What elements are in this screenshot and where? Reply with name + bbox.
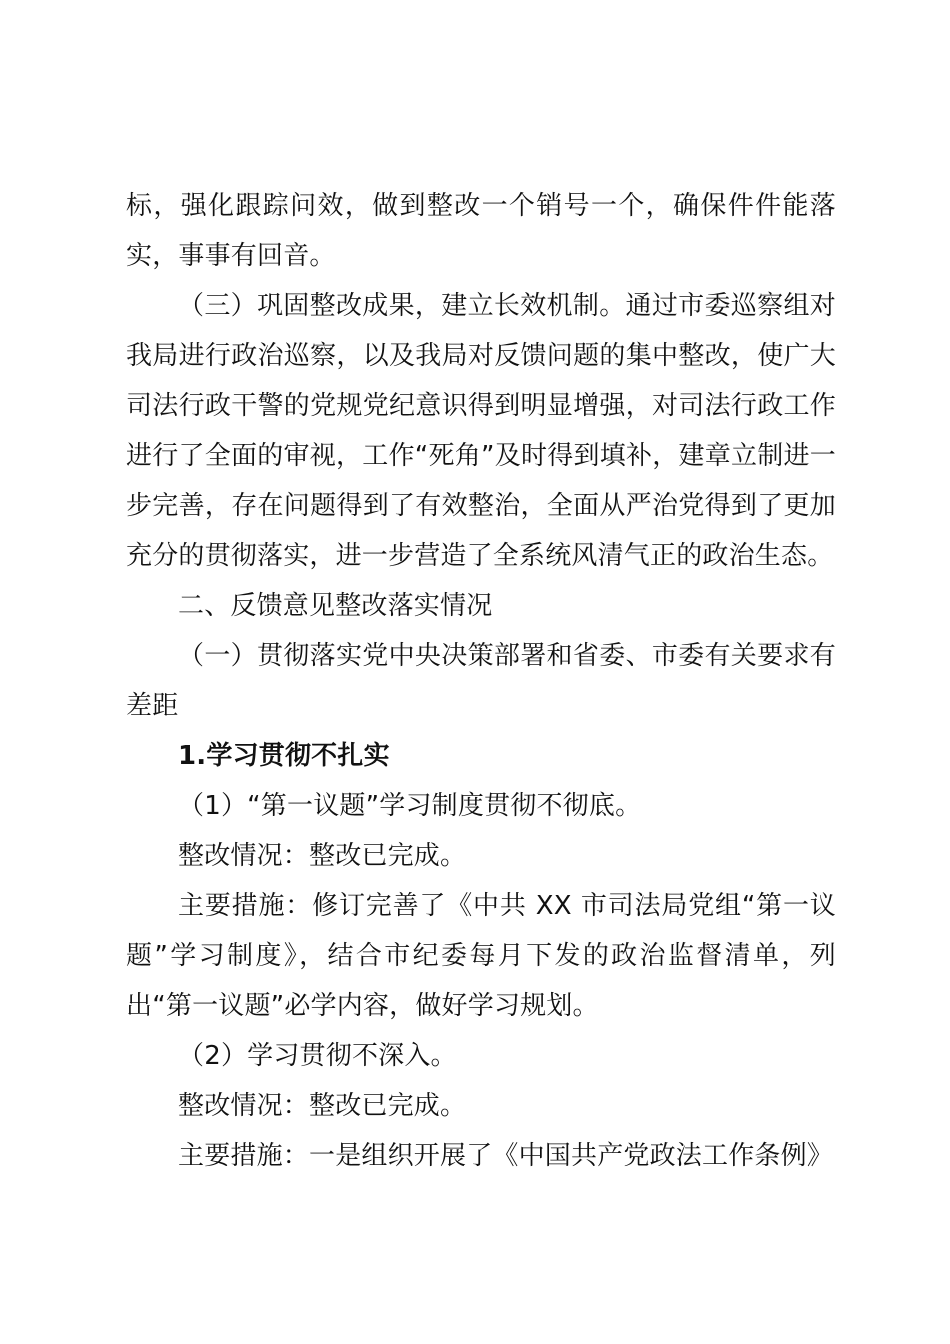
heading-subsection-one: （一）贯彻落实党中央决策部署和省委、市委有关要求有差距 bbox=[126, 641, 836, 721]
issue-item-1: （1）“第一议题”学习制度贯彻不彻底。 bbox=[178, 791, 642, 821]
rectification-status-2: 整改情况：整改已完成。 bbox=[178, 1091, 467, 1121]
document-body bbox=[126, 181, 836, 1181]
measures-1: 主要措施：修订完善了《中共 XX 市司法局党组“第一议题”学习制度》，结合市纪委每月下发的政治监督清单，列出“第一议题”必学内容，做好学习规划。 bbox=[126, 891, 836, 1021]
rectification-status-1: 整改情况：整改已完成。 bbox=[178, 841, 467, 871]
measures-2: 主要措施：一是组织开展了《中国共产党政法工作条例》 bbox=[178, 1141, 834, 1171]
issue-item-2: （2）学习贯彻不深入。 bbox=[178, 1041, 457, 1071]
heading-item-one: 1.学习贯彻不扎实 bbox=[178, 741, 390, 771]
paragraph-continuation: 标，强化跟踪问效，做到整改一个销号一个，确保件件能落实，事事有回音。 bbox=[126, 191, 836, 271]
paragraph-section-three: （三）巩固整改成果，建立长效机制。通过市委巡察组对我局进行政治巡察，以及我局对反馈问题的集中整改，使广大司法行政干警的党规党纪意识得到明显增强，对司法行政工作进行了全面的审视，工作“死角”及时得到填补，建章立制进一步完善，存在问题得到了有效整治，全面从严治党得到了更加充分的贯彻落实，进一步营造了全系统风清气正的政治生态。 bbox=[126, 291, 836, 571]
heading-section-two: 二、反馈意见整改落实情况 bbox=[178, 591, 493, 621]
